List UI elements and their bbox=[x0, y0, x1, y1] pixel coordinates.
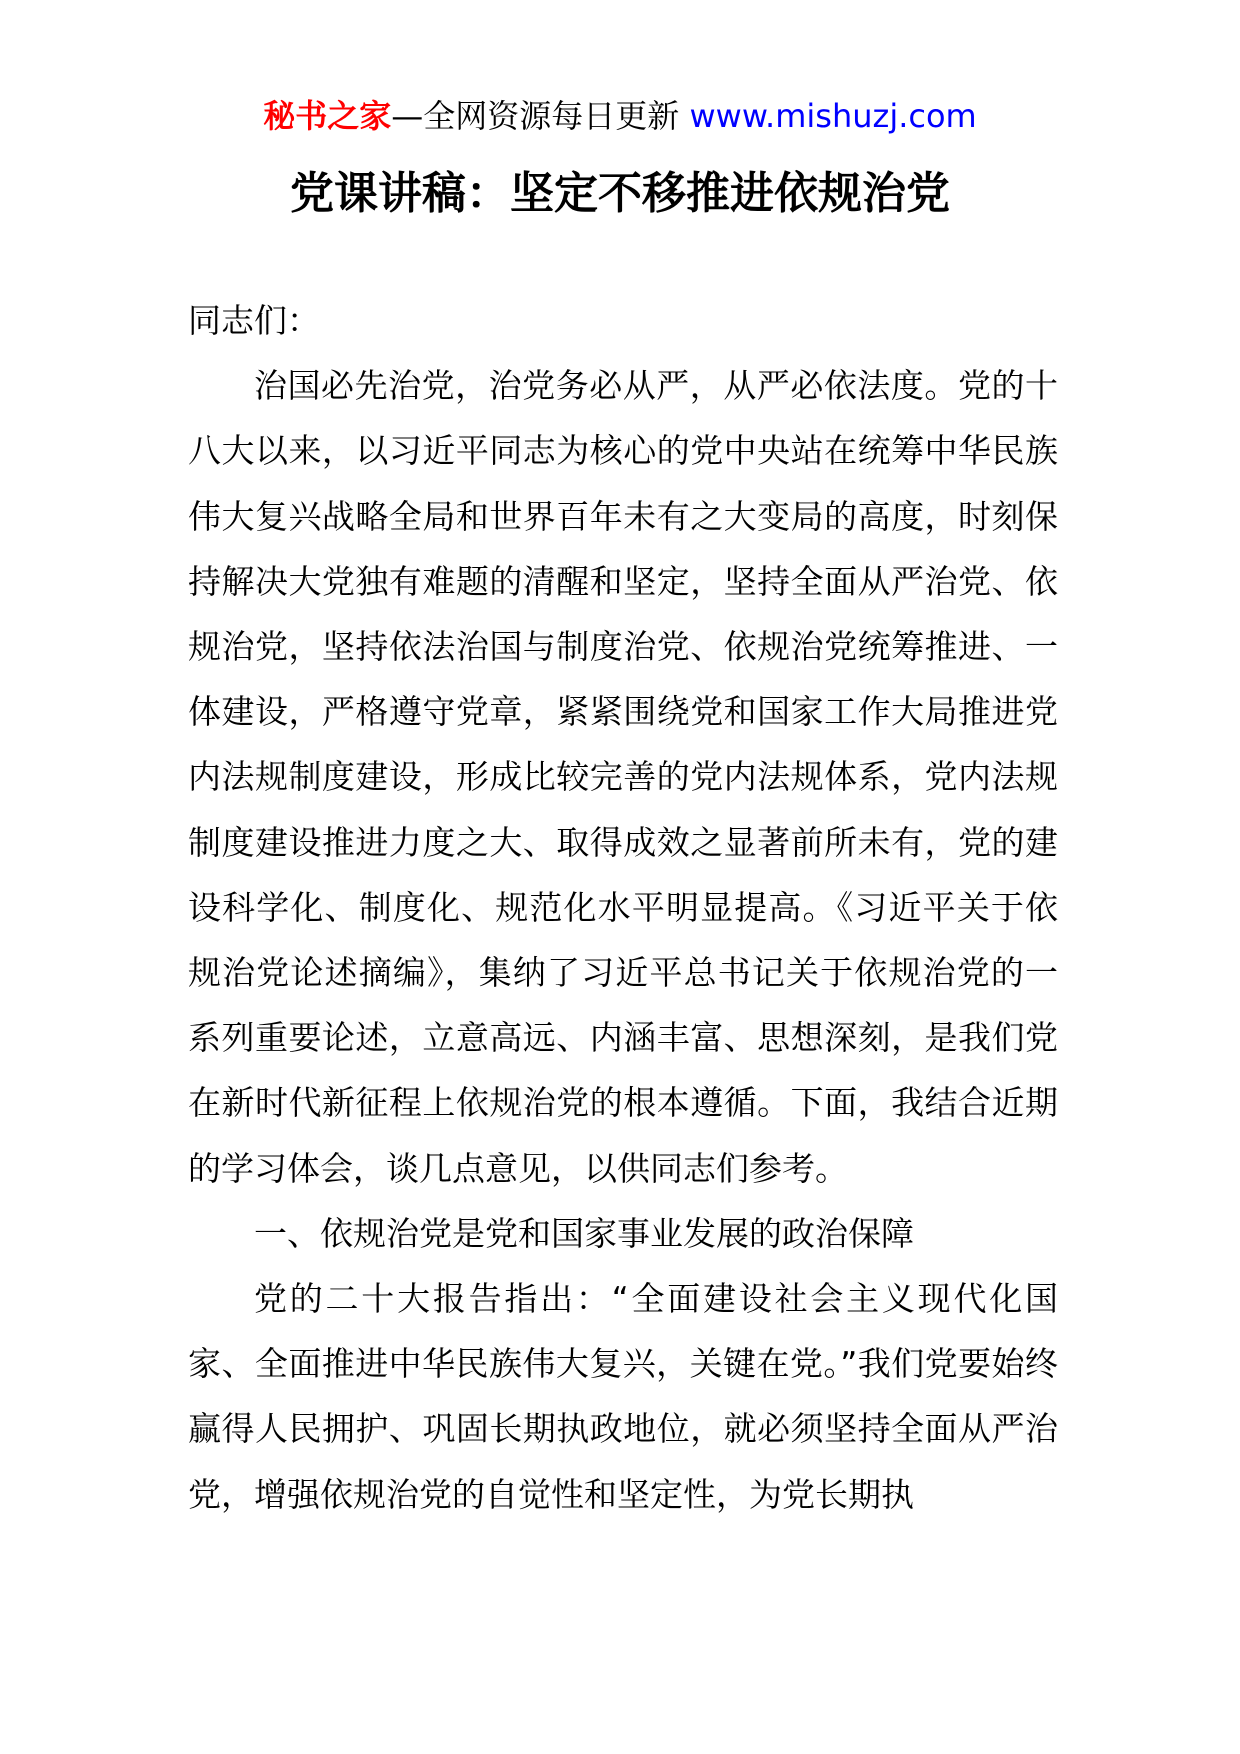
salutation: 同志们： bbox=[188, 301, 320, 340]
section-heading: 一、依规治党是党和国家事业发展的政治保障 bbox=[254, 1213, 914, 1253]
site-brand: 秘书之家 bbox=[263, 97, 392, 135]
document-body bbox=[188, 288, 1058, 1527]
site-slogan: —全网资源每日更新 bbox=[391, 97, 690, 135]
paragraph-intro: 治国必先治党，治党务必从严，从严必依法度。党的十八大以来，以习近平同志为核心的党中央站在统筹中华民族伟大复兴战略全局和世界百年未有之大变局的高度，时刻保持解决大党独有难题的清醒和坚定，坚持全面从严治党、依规治党，坚持依法治国与制度治党、依规治党统筹推进、一体建设，严格遵守党章，紧紧围绕党和国家工作大局推进党内法规制度建设，形成比较完善的党内法规体系，党内法规制度建设推进力度之大、取得成效之显著前所未有，党的建设科学化、制度化、规范化水平明显提高。《习近平关于依规治党论述摘编》，集纳了习近平总书记关于依规治党的一系列重要论述，立意高远、内涵丰富、思想深刻，是我们党在新时代新征程上依规治党的根本遵循。下面，我结合近期的学习体会，谈几点意见，以供同志们参考。 bbox=[188, 366, 1058, 1188]
site-header bbox=[0, 96, 1240, 136]
document-title: 党课讲稿：坚定不移推进依规治党 bbox=[290, 168, 950, 219]
paragraph-section-one: 党的二十大报告指出：“全面建设社会主义现代化国家、全面推进中华民族伟大复兴，关键在党。”我们党要始终赢得人民拥护、巩固长期执政地位，就必须坚持全面从严治党，增强依规治党的自觉性和坚定性，为党长期执 bbox=[188, 1279, 1058, 1514]
site-url[interactable]: www.mishuzj.com bbox=[689, 97, 977, 135]
